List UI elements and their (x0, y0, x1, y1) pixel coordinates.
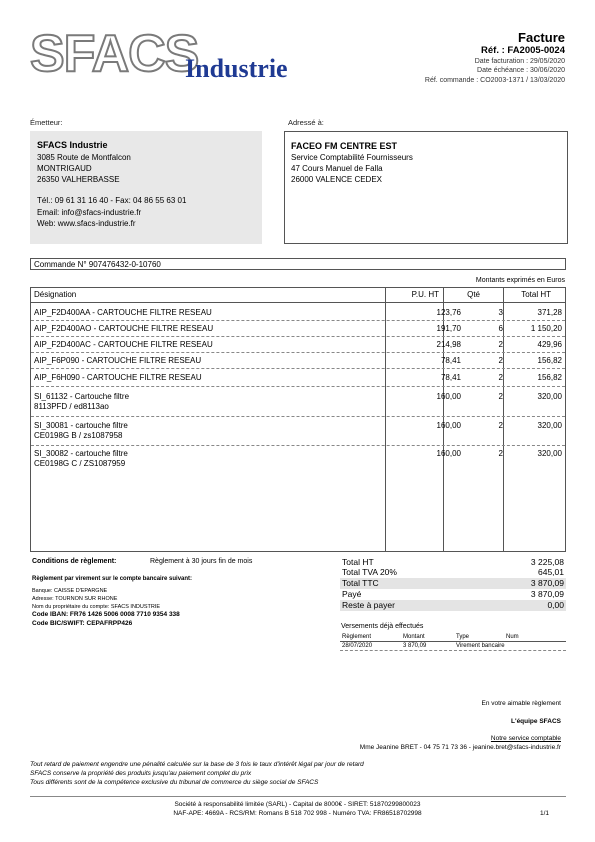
logo-main-text: SFACS (30, 25, 199, 83)
page-number: 1/1 (539, 810, 549, 817)
row-qte: 2 (498, 356, 503, 365)
row-qte: 2 (498, 449, 503, 458)
row-designation: SI_30082 - cartouche filtre (34, 449, 128, 458)
row-qte: 2 (498, 421, 503, 430)
total-value: 3 225,08 (530, 557, 564, 567)
addressee-name: FACEO FM CENTRE EST (291, 141, 398, 151)
items-table (30, 287, 566, 552)
row-qte: 3 (498, 308, 503, 317)
paye-row (340, 589, 566, 600)
legal-line-2: SFACS conserve la propriété des produits jusqu'au paiement complet du prix (30, 770, 252, 777)
footer-divider (30, 796, 566, 797)
conditions-label: Conditions de règlement: (32, 558, 117, 565)
header-total: Total HT (521, 290, 551, 299)
legal-line-3: Tous différents sont de la compétence exclusive du tribunal de commerce du siège social de SFACS (30, 779, 319, 786)
bank-address: Adresse: TOURNON SUR RHONE (32, 596, 118, 602)
ref-commande: Réf. commande : CO2003-1371 / 13/03/2020 (424, 77, 565, 84)
date-facturation: Date facturation : 29/05/2020 (474, 58, 565, 65)
table-header-row (31, 288, 565, 303)
total-value: 0,00 (547, 600, 564, 610)
header-pu: P.U. HT (411, 290, 439, 299)
row-pu: 191,70 (436, 324, 461, 333)
row-qte: 6 (498, 324, 503, 333)
row-designation: AIP_F6P090 - CARTOUCHE FILTRE RESEAU (34, 356, 202, 365)
row-qte: 2 (498, 392, 503, 401)
row-qte: 2 (498, 373, 503, 382)
total-label: Total TVA 20% (342, 567, 397, 577)
conditions-value: Règlement à 30 jours fin de mois (150, 558, 253, 565)
invoice-title: Facture (518, 30, 565, 45)
table-row (31, 306, 565, 321)
bic-swift: Code BIC/SWIFT: CEPAFRPP426 (32, 620, 133, 627)
row-total: 320,00 (537, 449, 562, 458)
row-qte: 2 (498, 340, 503, 349)
total-value: 3 870,09 (530, 578, 564, 588)
emitter-email[interactable]: Email: info@sfacs-industrie.fr (37, 208, 142, 217)
versement-col-num: Num (506, 634, 519, 640)
row-total: 371,28 (537, 308, 562, 317)
total-label: Total TTC (342, 578, 379, 588)
invoice-ref: Réf. : FA2005-0024 (481, 45, 565, 56)
table-row (31, 322, 565, 337)
row-total: 156,82 (537, 373, 562, 382)
total-value: 3 870,09 (530, 589, 564, 599)
table-row (31, 419, 565, 446)
total-tva-row (340, 567, 566, 578)
row-designation: AIP_F6H090 - CARTOUCHE FILTRE RESEAU (34, 373, 202, 382)
logo-sub-text: Industrie (185, 54, 288, 83)
versements-header (340, 634, 566, 642)
addressee-line-2: 47 Cours Manuel de Falla (291, 164, 383, 173)
closing-team: L'équipe SFACS (511, 718, 561, 725)
versement-type: Virement bancaire (456, 643, 505, 649)
table-row (31, 338, 565, 353)
footer-line-1: Société à responsabilité limitée (SARL) - Capital de 8000€ - SIRET: 51870299800023 (174, 801, 421, 808)
row-total: 1 150,20 (530, 324, 562, 333)
addressee-label: Adressé à: (288, 118, 324, 127)
virement-title: Règlement par virement sur le compte bancaire suivant: (32, 576, 193, 582)
company-logo (30, 25, 320, 88)
row-pu: 78,41 (440, 373, 461, 382)
versement-montant: 3 870,09 (403, 643, 427, 649)
closing-service: Notre service comptable (490, 735, 561, 742)
date-echeance: Date échéance : 30/06/2020 (477, 67, 565, 74)
table-row (31, 354, 565, 369)
commande-number: Commande N° 907476432-0-10760 (30, 258, 566, 270)
bank-name: Banque: CAISSE D'EPARGNE (32, 588, 108, 594)
row-total: 320,00 (537, 392, 562, 401)
closing-contact: Mme Jeanine BRET - 04 75 71 73 36 - jeanine.bret@sfacs-industrie.fr (359, 744, 561, 751)
emitter-address-3: 26350 VALHERBASSE (37, 175, 120, 184)
emitter-name: SFACS Industrie (37, 140, 108, 150)
row-designation: SI_30081 - cartouche filtre (34, 421, 128, 430)
row-total: 320,00 (537, 421, 562, 430)
total-value: 645,01 (538, 567, 564, 577)
total-label: Reste à payer (342, 600, 395, 610)
emitter-block (30, 131, 262, 244)
addressee-line-3: 26000 VALENCE CEDEX (291, 175, 383, 184)
emitter-label: Émetteur: (30, 118, 63, 127)
row-total: 156,82 (537, 356, 562, 365)
addressee-line-1: Service Comptabilité Fournisseurs (291, 153, 413, 162)
account-owner: Nom du propriétaire du compte: SFACS INDUSTRIE (32, 604, 161, 610)
emitter-address-2: MONTRIGAUD (37, 164, 92, 173)
versement-col-reglement: Règlement (342, 634, 372, 640)
montants-note: Montants exprimés en Euros (475, 277, 565, 284)
row-designation-detail: CE0198G C / ZS1087959 (34, 459, 126, 468)
versement-date: 28/07/2020 (342, 643, 373, 649)
row-pu: 123,76 (436, 308, 461, 317)
table-row (31, 390, 565, 417)
versement-col-montant: Montant (403, 634, 425, 640)
total-label: Payé (342, 589, 362, 599)
table-row (31, 447, 565, 473)
row-pu: 160,00 (436, 449, 461, 458)
versement-row (340, 643, 566, 651)
total-label: Total HT (342, 557, 374, 567)
versement-col-type: Type (456, 634, 470, 640)
row-designation: AIP_F2D400AC - CARTOUCHE FILTRE RESEAU (34, 340, 213, 349)
footer-line-2: NAF-APE: 4669A - RCS/RM: Romans B 518 702 998 - Numéro TVA: FR86518702998 (173, 810, 422, 817)
row-designation: SI_61132 - Cartouche filtre (34, 392, 130, 401)
row-designation-detail: CE0198G B / zs1087958 (34, 431, 123, 440)
row-pu: 160,00 (436, 421, 461, 430)
row-pu: 160,00 (436, 392, 461, 401)
reste-row (340, 600, 566, 611)
versements-title: Versements déjà effectués (341, 623, 424, 630)
row-designation: AIP_F2D400AO - CARTOUCHE FILTRE RESEAU (34, 324, 214, 333)
emitter-address-1: 3085 Route de Montfalcon (37, 153, 131, 162)
total-ttc-row (340, 578, 566, 589)
addressee-block (284, 131, 568, 244)
row-pu: 78,41 (440, 356, 461, 365)
legal-line-1: Tout retard de paiement engendre une pénalité calculée sur la base de 3 fois le taux d'intérêt légal par jour de retard (30, 761, 364, 768)
header-qte: Qté (467, 290, 480, 299)
table-row (31, 370, 565, 387)
header-designation: Désignation (34, 290, 77, 299)
emitter-web[interactable]: Web: www.sfacs-industrie.fr (37, 219, 136, 228)
closing-greeting: En votre aimable règlement (481, 700, 561, 707)
row-designation: AIP_F2D400AA - CARTOUCHE FILTRE RESEAU (34, 308, 212, 317)
row-total: 429,96 (537, 340, 562, 349)
emitter-tel: Tél.: 09 61 31 16 40 - Fax: 04 86 55 63 01 (37, 196, 187, 205)
row-designation-detail: 8113PFD / ed8113ao (34, 402, 109, 411)
iban: Code IBAN: FR76 1426 5006 0008 7710 9354 338 (32, 611, 180, 618)
row-pu: 214,98 (436, 340, 461, 349)
